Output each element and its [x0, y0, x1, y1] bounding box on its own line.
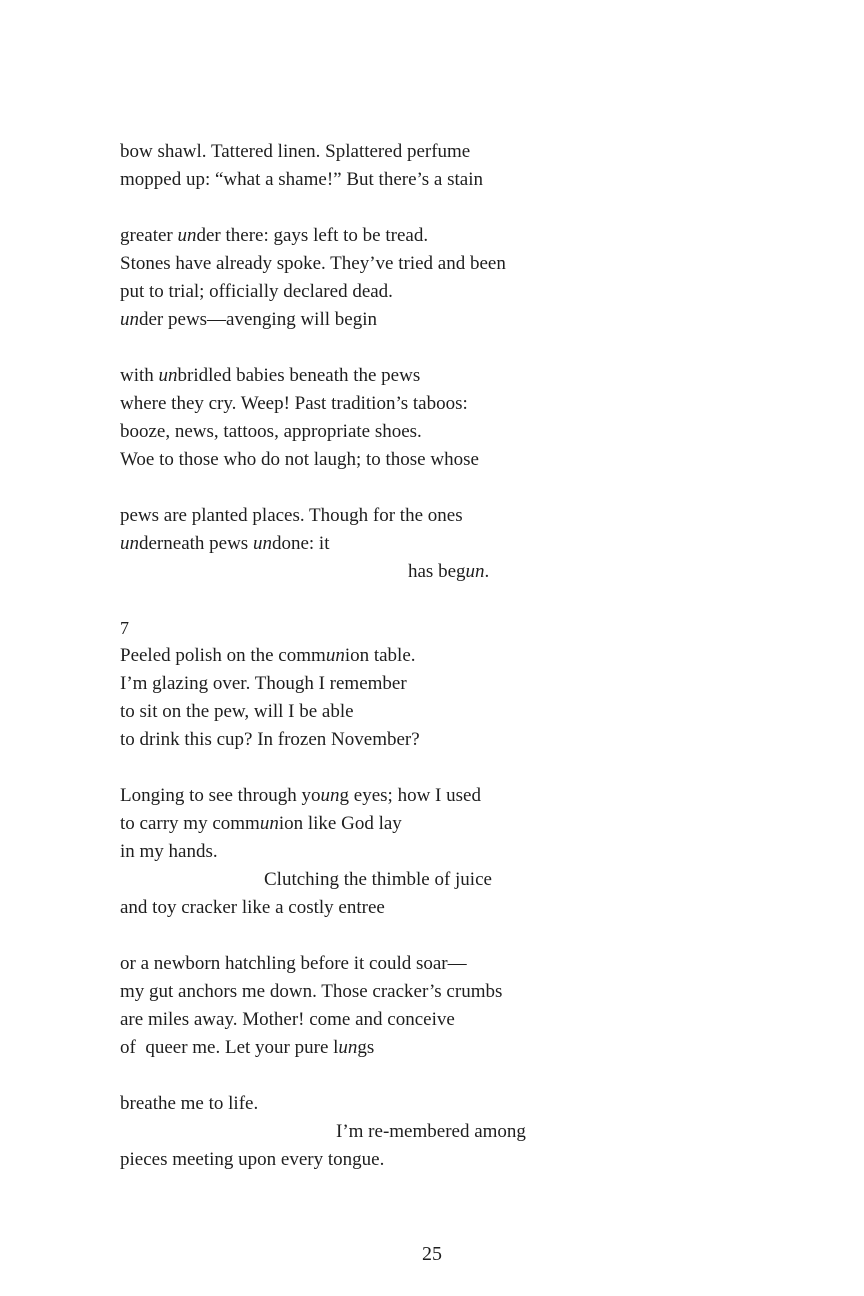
poem-line — [120, 894, 760, 922]
text-segment: pieces meeting upon every tongue. — [120, 1149, 385, 1170]
poem-line — [120, 1118, 760, 1146]
italic-segment: un — [325, 645, 345, 666]
text-segment: are miles away. Mother! come and conceive — [120, 1009, 455, 1030]
italic-segment: un — [320, 785, 340, 806]
text-segment: or a newborn hatchling before it could soar— — [120, 953, 467, 974]
text-segment: with — [120, 365, 159, 386]
text-segment: 7 — [120, 618, 129, 638]
italic-segment: un — [338, 1037, 358, 1058]
text-segment: I’m re-membered among — [336, 1121, 526, 1142]
stanza-break — [120, 194, 760, 222]
poem-line — [120, 810, 760, 838]
text-segment: Clutching the thimble of juice — [264, 869, 492, 890]
text-segment: Stones have already spoke. They’ve tried and been — [120, 253, 506, 274]
text-segment: ion like God lay — [278, 813, 402, 834]
text-segment: . — [484, 561, 490, 582]
stanza — [120, 138, 760, 194]
stanza — [120, 1090, 760, 1174]
poem-line — [120, 250, 760, 278]
stanza-break — [120, 1062, 760, 1090]
italic-segment: un — [158, 365, 178, 386]
poem-line — [120, 950, 760, 978]
text-segment: Longing to see through yo — [120, 785, 321, 806]
poem-line — [120, 726, 760, 754]
text-segment: bow shawl. Tattered linen. Splattered perfume — [120, 141, 471, 162]
poem-line — [120, 446, 760, 474]
italic-segment: un — [120, 533, 139, 554]
text-segment: to sit on the pew, will I be able — [120, 701, 354, 722]
text-segment: put to trial; officially declared dead. — [120, 281, 393, 302]
stanza — [120, 614, 760, 754]
text-segment: der pews—avenging will begin — [139, 309, 377, 330]
text-segment: bridled babies beneath the pews — [177, 365, 421, 386]
text-segment: ion table. — [344, 645, 416, 666]
poem-line — [120, 166, 760, 194]
text-segment: pews are planted places. Though for the ones — [120, 505, 463, 526]
stanza — [120, 782, 760, 922]
text-segment: done: it — [271, 533, 330, 554]
stanza-break — [120, 334, 760, 362]
poem-line — [120, 1146, 760, 1174]
poem-text — [120, 138, 760, 1174]
poem-line — [120, 418, 760, 446]
poem-line — [120, 978, 760, 1006]
poem-line — [120, 642, 760, 670]
poem-line — [120, 838, 760, 866]
text-segment: Peeled polish on the comm — [120, 645, 326, 666]
poem-line — [120, 558, 760, 586]
poem-line — [120, 1006, 760, 1034]
stanza — [120, 950, 760, 1062]
stanza — [120, 362, 760, 474]
text-segment: booze, news, tattoos, appropriate shoes. — [120, 421, 422, 442]
text-segment: greater — [120, 225, 178, 246]
stanza-break — [120, 922, 760, 950]
poem-line — [120, 502, 760, 530]
poem-line — [120, 866, 760, 894]
text-segment: Woe to those who do not laugh; to those whose — [120, 449, 479, 470]
poem-line — [120, 362, 760, 390]
stanza-break — [120, 754, 760, 782]
text-segment: mopped up: “what a shame!” But there’s a stain — [120, 169, 484, 190]
italic-segment: un — [120, 309, 139, 330]
text-segment: where they cry. Weep! Past tradition’s taboos: — [120, 393, 468, 414]
text-segment: der there: gays left to be tread. — [196, 225, 429, 246]
stanza-break — [120, 474, 760, 502]
stanza-break — [120, 586, 760, 614]
italic-segment: un — [252, 533, 272, 554]
text-segment: I’m glazing over. Though I remember — [120, 673, 407, 694]
text-segment: of queer me. Let your pure l — [120, 1037, 339, 1058]
text-segment: has beg — [408, 561, 466, 582]
text-segment: gs — [357, 1037, 375, 1058]
poem-line — [120, 222, 760, 250]
stanza — [120, 502, 760, 586]
text-segment: my gut anchors me down. Those cracker’s crumbs — [120, 981, 503, 1002]
text-segment: derneath pews — [139, 533, 253, 554]
italic-segment: un — [259, 813, 279, 834]
poem-line — [120, 306, 760, 334]
text-segment: breathe me to life. — [120, 1093, 259, 1114]
poem-line — [120, 670, 760, 698]
italic-segment: un — [465, 561, 485, 582]
poem-line — [120, 698, 760, 726]
stanza — [120, 222, 760, 334]
poem-line — [120, 390, 760, 418]
page-number: 25 — [422, 1243, 442, 1265]
poem-line — [120, 1034, 760, 1062]
poem-line — [120, 278, 760, 306]
text-segment: in my hands. — [120, 841, 218, 862]
poem-line — [120, 1090, 760, 1118]
text-segment: to carry my comm — [120, 813, 260, 834]
text-segment: g eyes; how I used — [339, 785, 481, 806]
poem-line — [120, 530, 760, 558]
text-segment: and toy cracker like a costly entree — [120, 897, 385, 918]
text-segment: to drink this cup? In frozen November? — [120, 729, 420, 750]
section-number — [120, 614, 760, 642]
poem-line — [120, 138, 760, 166]
italic-segment: un — [177, 225, 197, 246]
poem-line — [120, 782, 760, 810]
